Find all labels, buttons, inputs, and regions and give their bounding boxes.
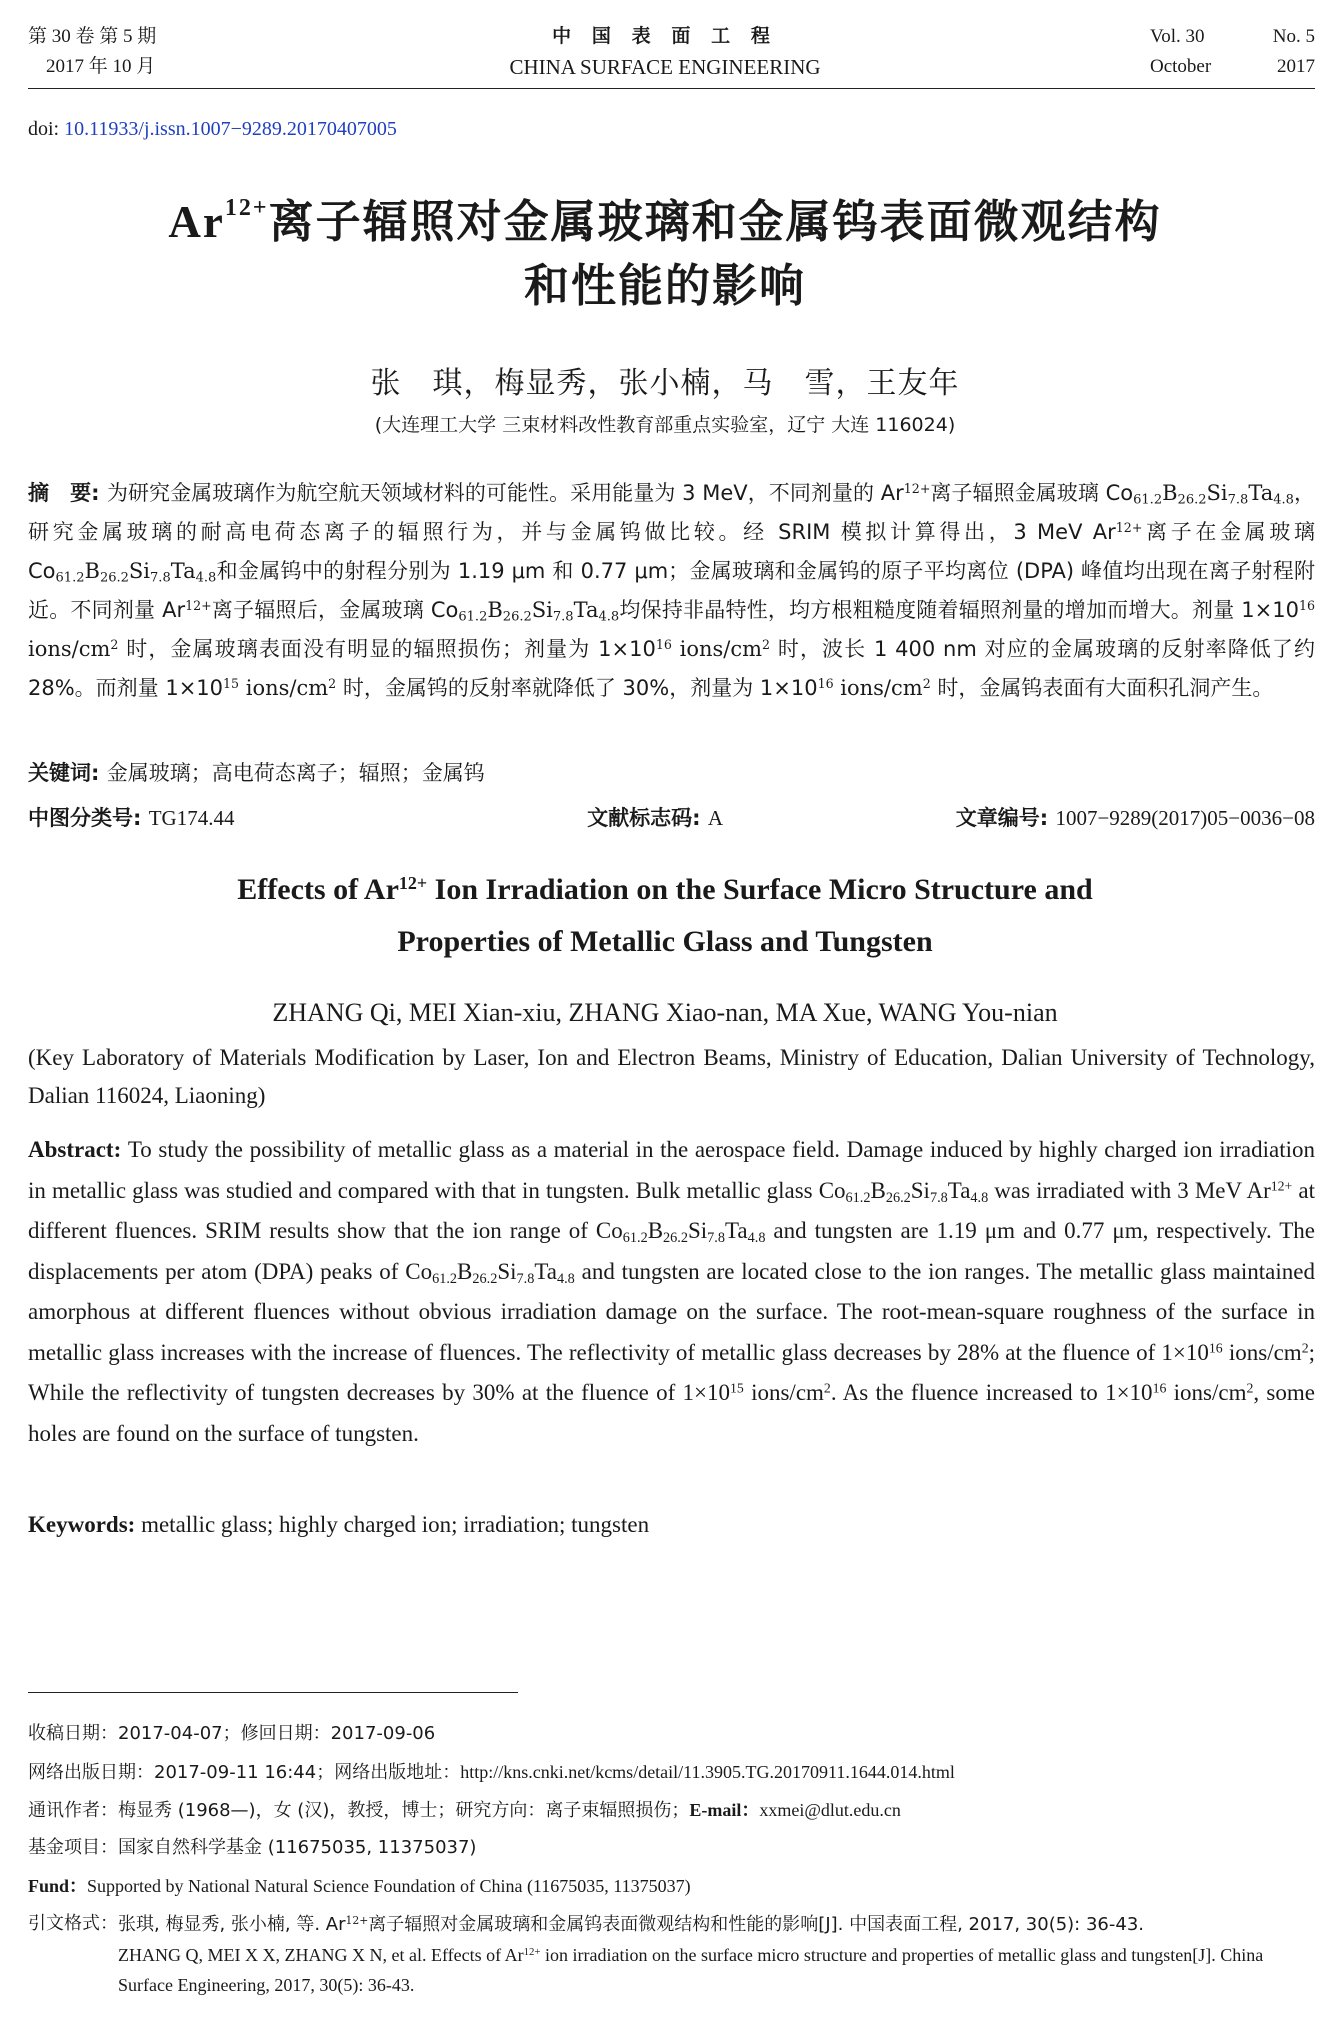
title-cn-line2: 和性能的影响	[523, 259, 806, 312]
footnote-received: 收稿日期：2017-04-07；修回日期：2017-09-06	[28, 1723, 436, 1744]
doi-label: doi:	[28, 118, 65, 140]
footnote-online: 网络出版日期：2017-09-11 16:44；网络出版地址：http://kns.cnki.net/kcms/detail/11.3905.TG.20170911.1644.014.html	[28, 1762, 955, 1783]
email-link[interactable]: xxmei@dlut.edu.cn	[759, 1800, 901, 1820]
header-month: October	[1150, 56, 1212, 77]
header-vol: Vol. 30	[1150, 26, 1205, 47]
title-en	[0, 864, 1330, 968]
header-no: No. 5	[1272, 26, 1315, 47]
title-cn-sup: 12+	[224, 195, 269, 221]
keywords-cn-label: 关键词:	[28, 761, 107, 785]
authors-cn: 张 琪，梅显秀，张小楠，马 雪，王友年	[370, 366, 960, 401]
keywords-cn	[28, 757, 485, 787]
citation-label: 引文格式：	[28, 1913, 118, 1934]
title-cn	[0, 190, 1330, 318]
classification-row	[28, 802, 1315, 832]
abstract-cn: 摘 要: 为研究金属玻璃作为航空航天领域材料的可能性。采用能量为 3 MeV，不同剂量的 $Ar^{12+}$离子辐照金属玻璃 $Co_{61.2}B_{26.2}Si_{7.8}Ta_{4.8}$，研究金属玻璃的耐高电荷态离子的辐照行为，并与金属钨做比较。经 SRIM 模拟计算得出，3 MeV $Ar^{12+}$离子在金属玻璃 $Co_{61.2}B_{26.2}Si_{7.8}Ta_{4.8}$和金属钨中的射程分别为 1.19 μm 和 0.77 μm；金属玻璃和金属钨的原子平均离位 (DPA) 峰值均出现在离子射程附近。不同剂量 $Ar^{12+}$离子辐照后，金属玻璃 $Co_{61.2}B_{26.2}Si_{7.8}Ta_{4.8}$均保持非晶特性，均方根粗糙度随着辐照剂量的增加而增大。剂量 $1\times 10^{16}$ ions/$cm^2$ 时，金属玻璃表面没有明显的辐照损伤；剂量为 $1\times 10^{16}$ ions/$cm^2$ 时，波长 1 400 nm 对应的金属玻璃的反射率降低了约 28%。而剂量 $1\times 10^{15}$ ions/$cm^2$ 时，金属钨的反射率就降低了 30%，剂量为 $1\times 10^{16}$ ions/$cm^2$ 时，金属钨表面有大面积孔洞产生。	[28, 481, 1316, 700]
header-journal	[0, 22, 1330, 82]
header-rule	[28, 88, 1315, 89]
title-en-line1: Ion Irradiation on the Surface Micro Structure and	[427, 873, 1093, 906]
doi-line	[28, 118, 397, 141]
keywords-en-label: Keywords:	[28, 1512, 142, 1537]
footnote-rule	[28, 1692, 518, 1693]
online-url-link[interactable]: http://kns.cnki.net/kcms/detail/11.3905.TG.20170911.1644.014.html	[460, 1762, 955, 1782]
affiliation-en: (Key Laboratory of Materials Modification by Laser, Ion and Electron Beams, Ministry of Education, Dalian University of Technology, Dalian 116024, Liaoning)	[28, 1045, 1315, 1108]
title-en-pre: Effects of Ar	[237, 873, 399, 906]
clc-code: 中图分类号: TG174.44	[28, 806, 235, 830]
abstract-en: Abstract: To study the possibility of metallic glass as a material in the aerospace field. Damage induced by highly charged ion irradiation in metallic glass was studied and compared with that in tungsten. Bulk metallic glass $Co_{61.2}B_{26.2}Si_{7.8}Ta_{4.8}$ was irradiated with 3 MeV $Ar^{12+}$ at different fluences. SRIM results show that the ion range of $Co_{61.2}B_{26.2}Si_{7.8}Ta_{4.8}$ and tungsten are 1.19 μm and 0.77 μm, respectively. The displacements per atom (DPA) peaks of $Co_{61.2}B_{26.2}Si_{7.8}Ta_{4.8}$ and tungsten are located close to the ion ranges. The metallic glass maintained amorphous at different fluences without obvious irradiation damage on the surface. The root-mean-square roughness of the surface in metallic glass increases with the increase of fluences. The reflectivity of metallic glass decreases by 28% at the fluence of $1\times 10^{16}$ ions/$cm^2$; While the reflectivity of tungsten decreases by 30% at the fluence of $1\times 10^{15}$ ions/$cm^2$. As the fluence increased to $1\times 10^{16}$ ions/$cm^2$, some holes are found on the surface of tungsten.	[28, 1137, 1316, 1446]
authors-en: ZHANG Qi, MEI Xian-xiu, ZHANG Xiao-nan, MA Xue, WANG You-nian	[272, 998, 1058, 1027]
title-en-line2: Properties of Metallic Glass and Tungsten	[397, 925, 933, 958]
footnote-fund-cn: 基金项目：国家自然科学基金 (11675035, 11375037)	[28, 1837, 477, 1858]
article-id: 文章编号: 1007−9289(2017)05−0036−08	[955, 806, 1315, 830]
keywords-cn-value: 金属玻璃；高电荷态离子；辐照；金属钨	[106, 761, 485, 785]
header-volume-issue-cn: 第 30 卷 第 5 期	[28, 26, 157, 47]
title-en-sup: 12+	[398, 873, 428, 894]
abstract-en-label: Abstract:	[28, 1137, 128, 1162]
journal-name-en: CHINA SURFACE ENGINEERING	[509, 55, 821, 79]
footnote-fund-en: Fund：Supported by National Natural Science Foundation of China (11675035, 11375037)	[28, 1876, 691, 1896]
document-code: 文献标志码: A	[587, 806, 724, 830]
footnote-citation: 引文格式： 张琪, 梅显秀, 张小楠, 等. $Ar^{12+}$离子辐照对金属玻璃和金属钨表面微观结构和性能的影响[J]. 中国表面工程, 2017, 30(5): 36-43. ZHANG Q, MEI X X, ZHANG X N, et al. Effects of $Ar^{12+}$ ion irradiation on the surface micro structure and properties of metallic glass and tungsten[J]. China Surface Engineering, 2017, 30(5): 36-43.	[28, 1910, 1315, 2000]
footnote-corresponding: 通讯作者：梅显秀 (1968—)，女 (汉)，教授，博士；研究方向：离子束辐照损伤；E-mail：xxmei@dlut.edu.cn	[28, 1800, 901, 1821]
abstract-cn-label: 摘 要:	[28, 481, 107, 505]
title-cn-ar: Ar	[168, 197, 225, 247]
header-date-cn: 2017 年 10 月	[46, 56, 156, 77]
keywords-en	[28, 1512, 649, 1538]
header-volume-en	[1150, 22, 1315, 82]
affiliation-cn: (大连理工大学 三束材料改性教育部重点实验室，辽宁 大连 116024)	[374, 414, 956, 436]
header-year: 2017	[1277, 56, 1315, 77]
title-cn-line1: 离子辐照对金属玻璃和金属钨表面微观结构	[268, 195, 1162, 248]
keywords-en-value: metallic glass; highly charged ion; irradiation; tungsten	[141, 1512, 650, 1537]
doi-link[interactable]: 10.11933/j.issn.1007−9289.20170407005	[64, 118, 397, 140]
journal-name-cn: 中 国 表 面 工 程	[552, 26, 778, 47]
footnotes	[28, 1720, 1315, 2000]
